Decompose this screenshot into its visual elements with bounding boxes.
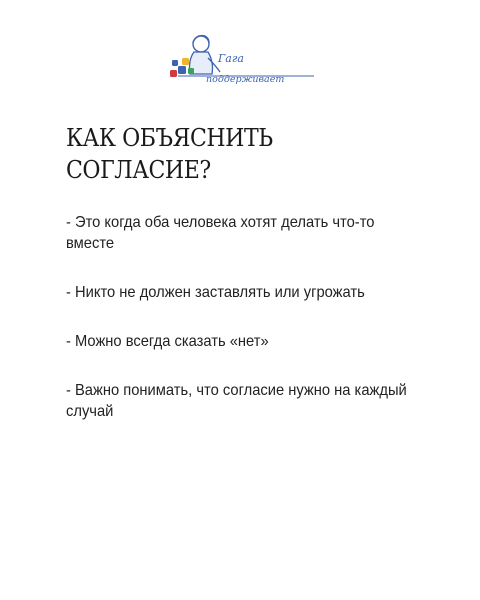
list-item: - Важно понимать, что согласие нужно на каждый случай	[66, 382, 407, 420]
page-title-line-1: КАК ОБЪЯСНИТЬ	[66, 124, 273, 152]
page-title-line-2: СОГЛАСИЕ?	[66, 156, 211, 184]
list-item: - Можно всегда сказать «нет»	[66, 333, 269, 350]
list-item: - Это когда оба человека хотят делать что-то вместе	[66, 214, 375, 252]
logo-text-tagline: поддерживает	[206, 74, 285, 85]
page-title	[66, 122, 397, 186]
list-item: - Никто не должен заставлять или угрожать	[66, 284, 365, 301]
logo	[164, 30, 324, 94]
point-list	[66, 212, 416, 450]
logo-text-brand: Гага	[218, 52, 244, 65]
